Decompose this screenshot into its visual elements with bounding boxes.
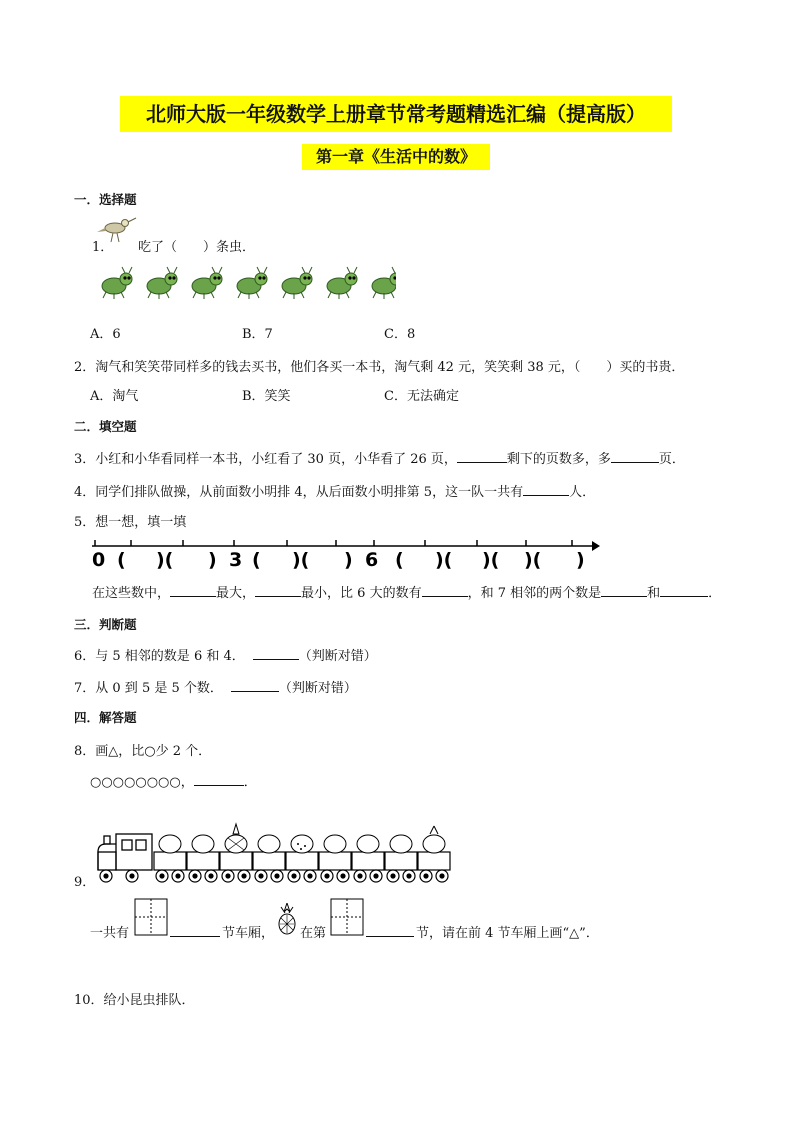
q7-blank[interactable] bbox=[231, 679, 279, 692]
number-line-blank-8[interactable]: )( bbox=[482, 549, 500, 571]
q5-blank-neighbor-b[interactable] bbox=[660, 584, 708, 597]
train-wheel bbox=[156, 870, 168, 882]
q5-blank-max[interactable] bbox=[170, 584, 216, 597]
q1-number: 1． bbox=[92, 240, 114, 255]
q4-text bbox=[74, 481, 595, 500]
train-wheel bbox=[304, 870, 316, 882]
q9-part1: 一共有 bbox=[90, 926, 130, 941]
q3-blank-who[interactable] bbox=[457, 450, 507, 463]
q9-part4: 节，请在前 4 节车厢上画“△”． bbox=[416, 926, 599, 941]
q9-fill-line bbox=[90, 922, 129, 941]
q1-option-c[interactable]: C．8 bbox=[384, 327, 416, 342]
q9-part2: 节车厢， bbox=[222, 926, 275, 941]
section-heading-judge: 三．判断题 bbox=[74, 617, 137, 632]
q5-blank-greater-6[interactable] bbox=[422, 584, 468, 597]
train-wheel bbox=[189, 870, 201, 882]
train-wheel bbox=[205, 870, 217, 882]
q8-circles: ○○○○○○○○， bbox=[90, 775, 194, 790]
train-wheel bbox=[255, 870, 267, 882]
number-line-blank-1[interactable]: ( bbox=[117, 549, 126, 571]
section-heading-choice: 一．选择题 bbox=[74, 192, 137, 207]
train-wheel bbox=[288, 870, 300, 882]
train-wheel bbox=[354, 870, 366, 882]
q7-text bbox=[74, 677, 357, 696]
number-line-blank-2[interactable]: ) bbox=[208, 549, 217, 571]
bird-icon bbox=[95, 216, 137, 244]
train-car-banana bbox=[154, 835, 186, 870]
train-wheel bbox=[387, 870, 399, 882]
q3-part1: 3．小红和小华看同样一本书，小红看了 30 页，小华看了 26 页， bbox=[74, 452, 457, 467]
q8-blank-triangles[interactable] bbox=[194, 773, 244, 786]
number-line bbox=[92, 534, 600, 574]
q1-stem: 吃了（ ）条虫． bbox=[138, 240, 256, 255]
svg-text:)(: )( bbox=[435, 549, 453, 571]
q8-stem: 8．画△，比○少 2 个． bbox=[74, 744, 212, 759]
q3-part2: 剩下的页数多，多 bbox=[506, 452, 611, 467]
q5-part1: 在这些数中， bbox=[92, 586, 171, 601]
q2-stem: 2．淘气和笑笑带同样多的钱去买书，他们各买一本书，淘气剩 42 元，笑笑剩 38 元，（ ）买的书贵． bbox=[74, 360, 685, 375]
train-car-pear bbox=[319, 835, 351, 870]
q5-part2: 最大， bbox=[216, 586, 256, 601]
q4-part2: 人． bbox=[569, 485, 596, 500]
page-title: 北师大版一年级数学上册章节常考题精选汇编（提高版） bbox=[120, 96, 672, 132]
train-car-cabbage bbox=[385, 835, 417, 870]
q2-option-b[interactable]: B．笑笑 bbox=[242, 389, 291, 404]
bug-icon bbox=[237, 267, 267, 299]
number-line-label-3: 3 bbox=[229, 549, 243, 571]
train-wheel bbox=[100, 870, 112, 882]
q8-fill-line bbox=[90, 771, 257, 790]
q5-part6: ． bbox=[708, 586, 722, 601]
q2-option-c[interactable]: C．无法确定 bbox=[384, 389, 459, 404]
train-car-pineapple bbox=[220, 824, 252, 870]
q1-option-b[interactable]: B．7 bbox=[242, 327, 273, 342]
svg-text:)(: )( bbox=[292, 549, 310, 571]
train-car-bag bbox=[253, 835, 285, 870]
train-wheel bbox=[403, 870, 415, 882]
train-wheel bbox=[420, 870, 432, 882]
q8-end: ． bbox=[243, 775, 257, 790]
train-wheel bbox=[238, 870, 250, 882]
q5-part4: ，和 7 相邻的两个数是 bbox=[467, 586, 602, 601]
q5-part5: 和 bbox=[647, 586, 661, 601]
q4-part1: 4．同学们排队做操，从前面数小明排 4，从后面数小明排第 5，这一队一共有 bbox=[74, 485, 524, 500]
train-car-strawberry bbox=[286, 835, 318, 870]
train-car-icon-2 bbox=[330, 898, 364, 936]
number-line-blank-4[interactable]: ( bbox=[252, 549, 261, 571]
q9-blank-count[interactable] bbox=[170, 924, 220, 937]
bug-icon bbox=[327, 267, 357, 299]
q5-blank-neighbor-a[interactable] bbox=[601, 584, 647, 597]
section-heading-fill: 二．填空题 bbox=[74, 419, 137, 434]
q2-option-a[interactable]: A．淘气 bbox=[90, 389, 139, 404]
train-picture bbox=[92, 822, 452, 886]
bug-icon bbox=[282, 267, 312, 299]
chapter-subtitle: 第一章《生活中的数》 bbox=[302, 144, 490, 170]
train-wheel bbox=[172, 870, 184, 882]
q5-part3: 最小，比 6 大的数有 bbox=[301, 586, 422, 601]
bug-icon bbox=[102, 267, 132, 299]
q6-part2: （判断对错） bbox=[298, 649, 377, 664]
number-line-blank-5[interactable]: ) bbox=[344, 549, 353, 571]
q9-number: 9． bbox=[74, 875, 96, 890]
q3-blank-pages[interactable] bbox=[611, 450, 659, 463]
q10-stem: 10．给小昆虫排队． bbox=[74, 993, 195, 1008]
number-line-ticks bbox=[95, 540, 572, 546]
bug-icon bbox=[372, 267, 396, 299]
number-line-blank-7[interactable]: ( bbox=[395, 549, 404, 571]
q1-option-a[interactable]: A．6 bbox=[90, 327, 121, 342]
q7-part2: （判断对错） bbox=[278, 681, 357, 696]
train-wheel bbox=[126, 870, 138, 882]
number-line-arrow-icon bbox=[592, 541, 600, 551]
train-wheel bbox=[222, 870, 234, 882]
number-line-blank-10[interactable]: ) bbox=[576, 549, 585, 571]
train-wheel bbox=[370, 870, 382, 882]
number-line-label-0: 0 bbox=[92, 549, 106, 571]
number-line-blank-9[interactable]: )( bbox=[524, 549, 542, 571]
q7-part1: 7．从 0 到 5 是 5 个数． bbox=[74, 681, 223, 696]
train-wheel bbox=[321, 870, 333, 882]
q6-blank[interactable] bbox=[253, 647, 299, 660]
q4-blank-total[interactable] bbox=[523, 483, 569, 496]
number-line-label-6: 6 bbox=[365, 549, 379, 571]
q6-part1: 6．与 5 相邻的数是 6 和 4． bbox=[74, 649, 245, 664]
q6-text bbox=[74, 645, 377, 664]
train-car-icon bbox=[134, 898, 168, 936]
q3-text bbox=[74, 448, 685, 467]
q3-part3: 页． bbox=[658, 452, 685, 467]
bug-icon bbox=[192, 267, 222, 299]
train-car-apple bbox=[187, 835, 219, 870]
bug-icon bbox=[147, 267, 177, 299]
section-heading-answer: 四．解答题 bbox=[74, 710, 137, 725]
train-car-carrot bbox=[418, 826, 450, 870]
q5-stem: 5．想一想，填一填 bbox=[74, 515, 187, 530]
q5-blank-min[interactable] bbox=[255, 584, 301, 597]
train-wheel bbox=[436, 870, 448, 882]
train-wheel bbox=[337, 870, 349, 882]
q5-fill-line bbox=[92, 582, 721, 601]
train-car-orange bbox=[352, 835, 384, 870]
svg-text:)(: )( bbox=[156, 549, 174, 571]
train-wheel bbox=[271, 870, 283, 882]
q9-blank-position[interactable] bbox=[366, 924, 414, 937]
bug-row bbox=[96, 266, 396, 300]
pineapple-icon bbox=[276, 903, 298, 935]
q9-part3: 在第 bbox=[300, 926, 327, 941]
